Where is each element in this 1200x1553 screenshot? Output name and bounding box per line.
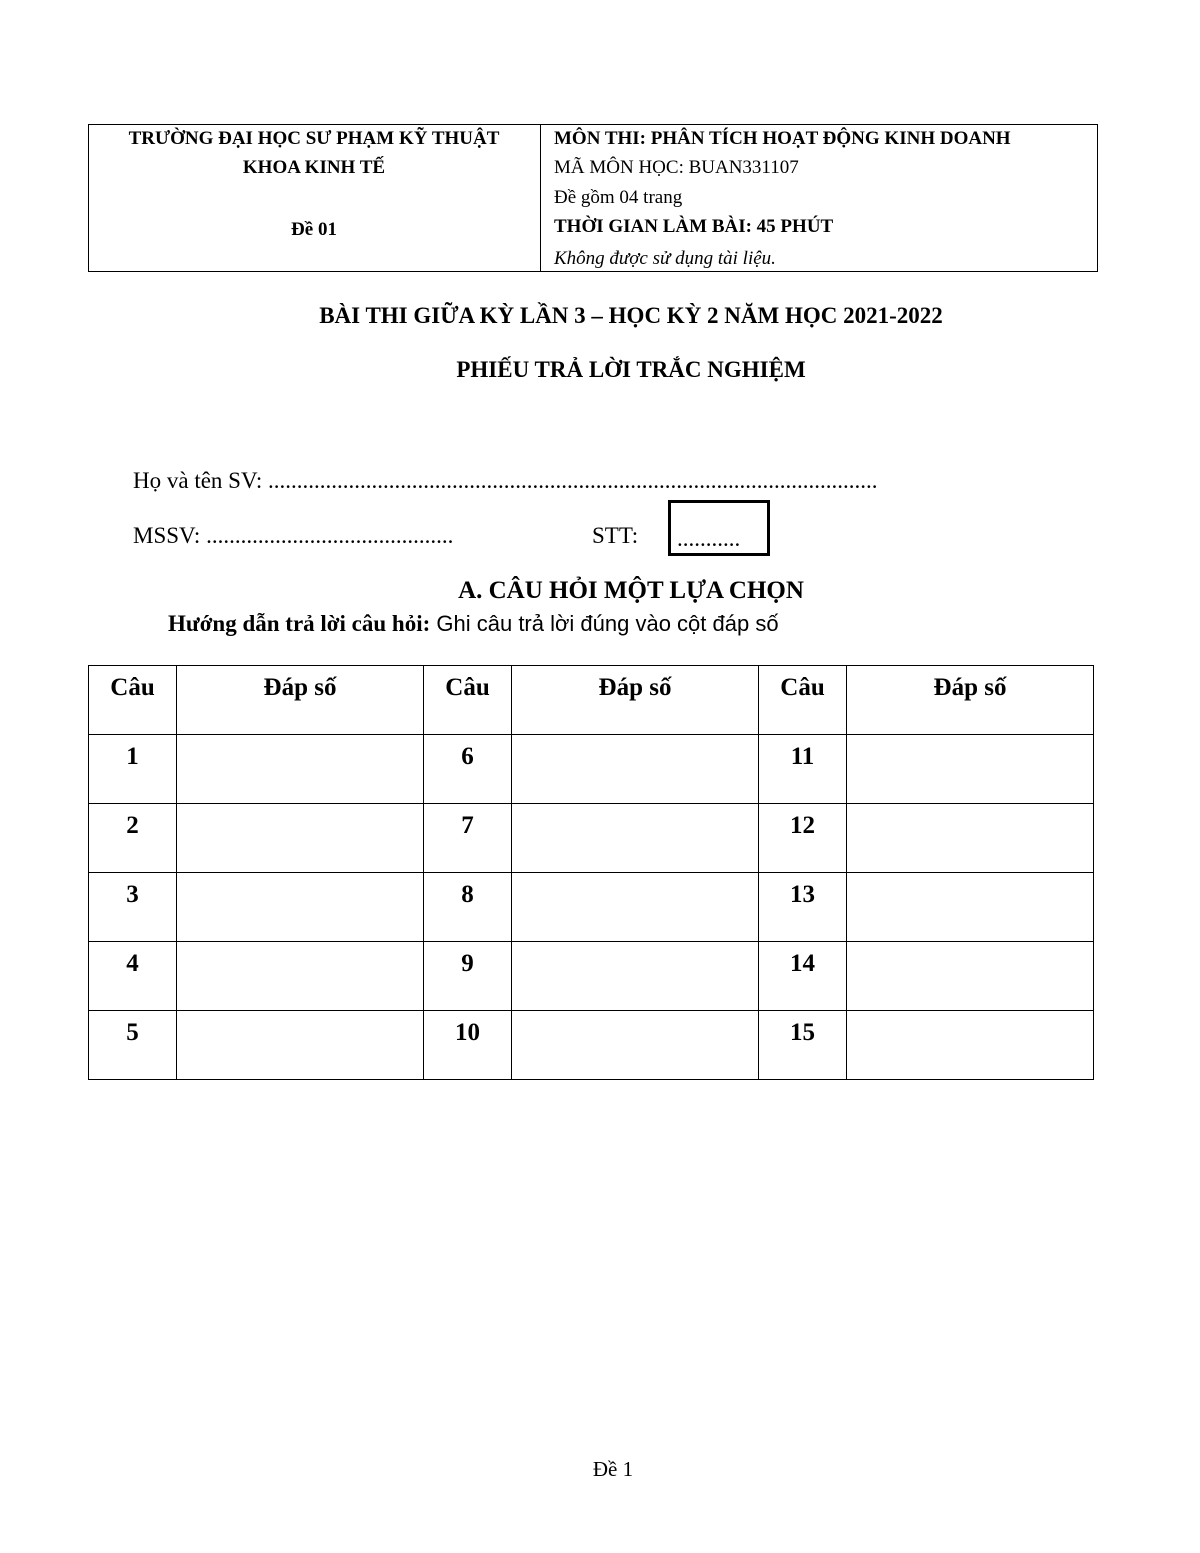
answer-cell[interactable] xyxy=(177,1011,424,1080)
answer-sheet-title: PHIẾU TRẢ LỜI TRẮC NGHIỆM xyxy=(456,357,806,382)
header-divider xyxy=(540,124,541,272)
instruction-label: Hướng dẫn trả lời câu hỏi: xyxy=(168,611,431,636)
instruction-text: Ghi câu trả lời đúng vào cột đáp số xyxy=(430,611,779,636)
answer-cell[interactable] xyxy=(512,735,759,804)
question-number: 4 xyxy=(89,942,177,1011)
instruction-line xyxy=(168,611,779,637)
answer-cell[interactable] xyxy=(177,873,424,942)
question-number: 13 xyxy=(759,873,847,942)
table-row xyxy=(89,804,1094,873)
answer-cell[interactable] xyxy=(177,942,424,1011)
answer-table xyxy=(88,665,1094,1080)
answer-cell[interactable] xyxy=(512,804,759,873)
materials-note: Không được sử dụng tài liệu. xyxy=(554,248,776,269)
question-number: 7 xyxy=(424,804,512,873)
question-number: 9 xyxy=(424,942,512,1011)
table-row xyxy=(89,873,1094,942)
question-number: 10 xyxy=(424,1011,512,1080)
answer-cell[interactable] xyxy=(847,735,1094,804)
answer-cell[interactable] xyxy=(847,1011,1094,1080)
subject-title: MÔN THI: PHÂN TÍCH HOẠT ĐỘNG KINH DOANH xyxy=(554,128,1011,149)
answer-cell[interactable] xyxy=(847,942,1094,1011)
student-name-field[interactable]: Họ và tên SV: .......................................................................................................... xyxy=(133,468,878,493)
answer-cell[interactable] xyxy=(512,942,759,1011)
question-number: 5 xyxy=(89,1011,177,1080)
answer-col-header: Đáp số xyxy=(847,666,1094,735)
question-number: 2 xyxy=(89,804,177,873)
student-id-field[interactable]: MSSV: ........................................... xyxy=(133,523,454,548)
question-number: 14 xyxy=(759,942,847,1011)
table-header-row xyxy=(89,666,1094,735)
question-number: 12 xyxy=(759,804,847,873)
question-number: 8 xyxy=(424,873,512,942)
table-row xyxy=(89,942,1094,1011)
answer-cell[interactable] xyxy=(847,804,1094,873)
table-row xyxy=(89,735,1094,804)
page-count: Đề gồm 04 trang xyxy=(554,187,683,208)
page-footer: Đề 1 xyxy=(592,1457,634,1481)
question-col-header: Câu xyxy=(424,666,512,735)
answer-cell[interactable] xyxy=(847,873,1094,942)
answer-col-header: Đáp số xyxy=(177,666,424,735)
course-code: MÃ MÔN HỌC: BUAN331107 xyxy=(554,157,799,178)
answer-cell[interactable] xyxy=(512,873,759,942)
question-number: 15 xyxy=(759,1011,847,1080)
answer-cell[interactable] xyxy=(512,1011,759,1080)
stt-label: STT: xyxy=(592,523,639,548)
question-col-header: Câu xyxy=(89,666,177,735)
stt-value: ........... xyxy=(677,526,741,551)
exam-main-title: BÀI THI GIỮA KỲ LẦN 3 – HỌC KỲ 2 NĂM HỌC 2021-2022 xyxy=(319,303,943,328)
faculty-name: KHOA KINH TẾ xyxy=(242,157,386,178)
answer-col-header: Đáp số xyxy=(512,666,759,735)
question-number: 3 xyxy=(89,873,177,942)
question-number: 6 xyxy=(424,735,512,804)
question-number: 11 xyxy=(759,735,847,804)
exam-duration: THỜI GIAN LÀM BÀI: 45 PHÚT xyxy=(554,216,834,237)
exam-code: Đề 01 xyxy=(291,219,337,240)
question-number: 1 xyxy=(89,735,177,804)
question-col-header: Câu xyxy=(759,666,847,735)
answer-cell[interactable] xyxy=(177,735,424,804)
section-title: A. CÂU HỎI MỘT LỰA CHỌN xyxy=(458,577,804,604)
answer-cell[interactable] xyxy=(177,804,424,873)
university-name: TRƯỜNG ĐẠI HỌC SƯ PHẠM KỸ THUẬT xyxy=(128,128,500,149)
table-row xyxy=(89,1011,1094,1080)
